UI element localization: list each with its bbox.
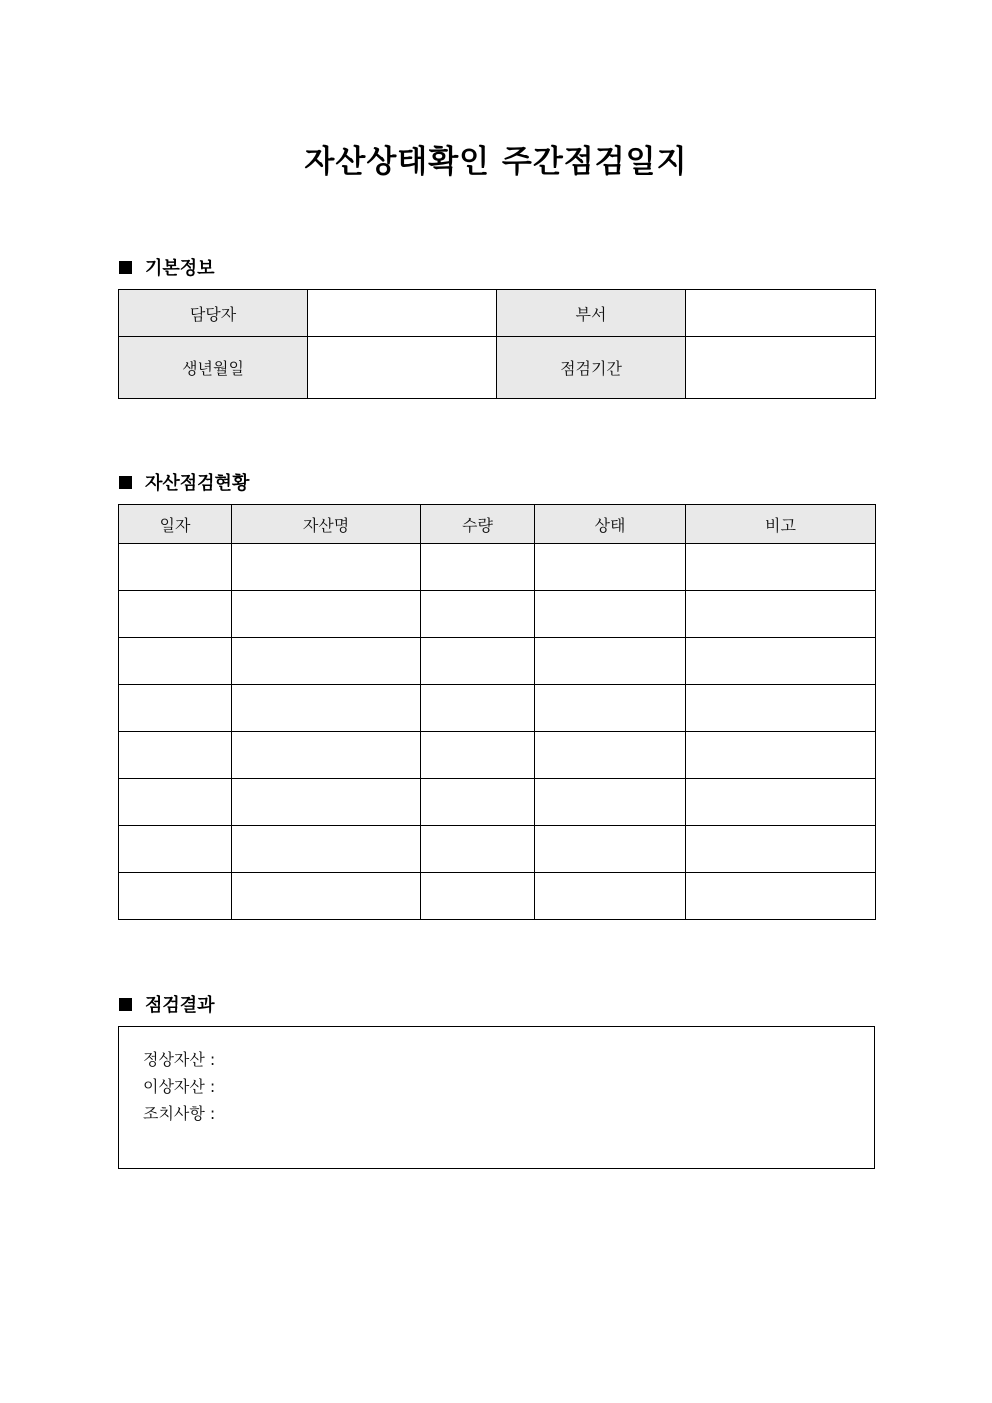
table-cell[interactable]: [119, 873, 232, 920]
table-cell[interactable]: [686, 779, 876, 826]
square-bullet-icon: [119, 998, 132, 1011]
table-cell[interactable]: [119, 732, 232, 779]
table-cell[interactable]: [119, 826, 232, 873]
table-cell[interactable]: [232, 732, 421, 779]
department-label: 부서: [497, 290, 686, 337]
table-row: [119, 591, 876, 638]
table-cell[interactable]: [119, 544, 232, 591]
table-cell[interactable]: [686, 873, 876, 920]
basic-info-heading-label: 기본정보: [145, 258, 215, 279]
period-label: 점검기간: [497, 337, 686, 399]
birthdate-field[interactable]: [308, 337, 497, 399]
table-cell[interactable]: [119, 638, 232, 685]
manager-field[interactable]: [308, 290, 497, 337]
period-field[interactable]: [686, 337, 876, 399]
table-row: [119, 873, 876, 920]
table-row: [119, 638, 876, 685]
table-row: [119, 826, 876, 873]
table-cell[interactable]: [421, 544, 535, 591]
department-field[interactable]: [686, 290, 876, 337]
actions-taken-line: 조치사항 :: [143, 1104, 216, 1123]
asset-status-heading: [119, 469, 249, 495]
results-heading-label: 점검결과: [145, 995, 215, 1016]
table-row: [119, 779, 876, 826]
table-cell[interactable]: [421, 873, 535, 920]
table-cell[interactable]: [421, 685, 535, 732]
table-cell[interactable]: [232, 544, 421, 591]
column-header-date: 일자: [119, 505, 232, 544]
table-cell[interactable]: [686, 591, 876, 638]
column-header-status: 상태: [535, 505, 686, 544]
table-row: [119, 685, 876, 732]
table-cell[interactable]: [686, 638, 876, 685]
table-cell[interactable]: [421, 732, 535, 779]
basic-info-heading: [119, 254, 215, 280]
table-cell[interactable]: [686, 826, 876, 873]
results-box[interactable]: [118, 1026, 875, 1169]
square-bullet-icon: [119, 261, 132, 274]
table-cell[interactable]: [535, 638, 686, 685]
table-cell[interactable]: [686, 544, 876, 591]
table-cell[interactable]: [535, 685, 686, 732]
table-cell[interactable]: [535, 873, 686, 920]
manager-label: 담당자: [119, 290, 308, 337]
table-cell[interactable]: [232, 873, 421, 920]
table-cell[interactable]: [232, 826, 421, 873]
square-bullet-icon: [119, 476, 132, 489]
table-cell[interactable]: [232, 591, 421, 638]
page-title: 자산상태확인 주간점검일지: [304, 144, 688, 180]
table-cell[interactable]: [119, 779, 232, 826]
table-cell[interactable]: [686, 685, 876, 732]
asset-status-table: [118, 504, 876, 920]
table-cell[interactable]: [535, 732, 686, 779]
table-cell[interactable]: [119, 685, 232, 732]
table-cell[interactable]: [535, 591, 686, 638]
normal-assets-line: 정상자산 :: [143, 1050, 216, 1069]
table-cell[interactable]: [421, 826, 535, 873]
table-cell[interactable]: [535, 544, 686, 591]
table-cell[interactable]: [421, 779, 535, 826]
basic-info-table: [118, 289, 876, 399]
table-row: [119, 732, 876, 779]
abnormal-assets-line: 이상자산 :: [143, 1077, 216, 1096]
table-cell[interactable]: [535, 779, 686, 826]
table-cell[interactable]: [119, 591, 232, 638]
column-header-quantity: 수량: [421, 505, 535, 544]
table-cell[interactable]: [232, 779, 421, 826]
asset-status-heading-label: 자산점검현황: [145, 473, 250, 494]
table-cell[interactable]: [421, 638, 535, 685]
table-row: [119, 544, 876, 591]
column-header-asset-name: 자산명: [232, 505, 421, 544]
results-heading: [119, 991, 215, 1017]
table-cell[interactable]: [232, 638, 421, 685]
column-header-remarks: 비고: [686, 505, 876, 544]
table-cell[interactable]: [535, 826, 686, 873]
table-cell[interactable]: [421, 591, 535, 638]
table-cell[interactable]: [232, 685, 421, 732]
birthdate-label: 생년월일: [119, 337, 308, 399]
table-cell[interactable]: [686, 732, 876, 779]
